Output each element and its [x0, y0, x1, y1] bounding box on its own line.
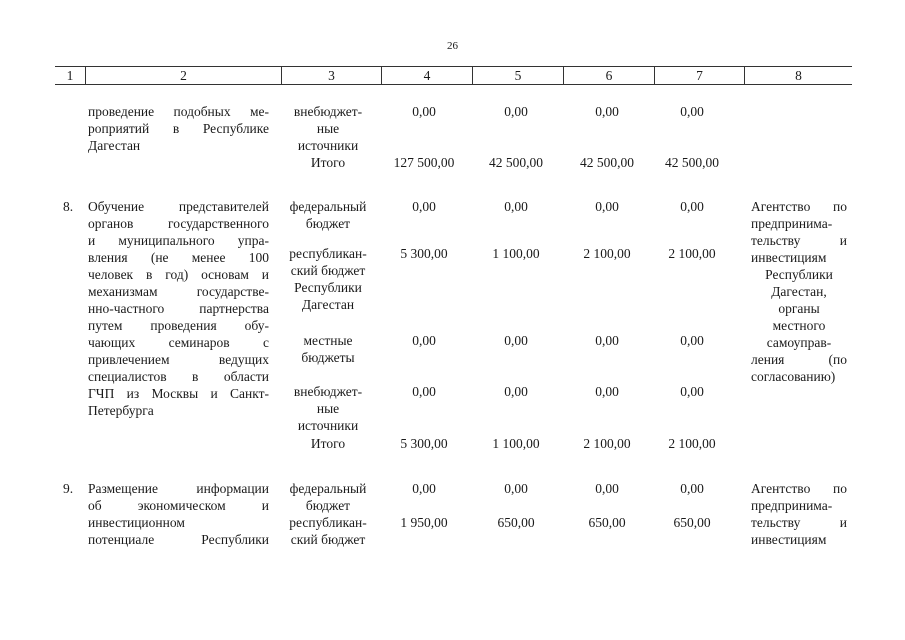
row-8-executor: Агентство по предпринима- тельству и инвестициям Республики Дагестан, органы местного самоуправ- ления (по согласованию) [751, 199, 847, 384]
funding-source-federal: федеральный бюджет [289, 199, 367, 231]
total-label: Итого [310, 436, 346, 451]
value-cell: 0,00 [412, 199, 436, 214]
col-8-header: 8 [795, 68, 802, 83]
funding-source-republic: республикан- ский бюджет Республики Дагестан [289, 246, 367, 312]
value-cell: 0,00 [680, 199, 704, 214]
value-cell: 0,00 [412, 481, 436, 496]
value-cell: 0,00 [680, 104, 704, 119]
total-cell: 2 100,00 [583, 436, 631, 451]
row-8-activity-name: Обучение представителей органов государственного и муниципального упра- вления (не менее 100 человек в год) основам и механизмам государстве- нно-частного партнерства путем проведения обу- чающих семинаров с привлечением ведущих специалистов в области ГЧП из Москвы и Санкт- Петербурга [88, 199, 269, 418]
col-5-header: 5 [514, 68, 522, 83]
total-cell: 42 500,00 [665, 155, 719, 170]
col-7-header: 7 [696, 68, 703, 83]
total-cell: 2 100,00 [668, 436, 716, 451]
row-9-activity-name: Размещение информации об экономическом и инвестиционном потенциале Республики [88, 481, 269, 547]
value-cell: 1 950,00 [400, 515, 448, 530]
total-cell: 42 500,00 [580, 155, 634, 170]
value-cell: 2 100,00 [668, 246, 716, 261]
value-cell: 0,00 [680, 333, 704, 348]
value-cell: 0,00 [680, 384, 704, 399]
col-1-header: 1 [66, 68, 74, 83]
col-2-header: 2 [180, 68, 187, 83]
value-cell: 0,00 [595, 333, 619, 348]
continued-activity-name: проведение подобных ме- роприятий в Республике Дагестан [88, 104, 269, 153]
funding-source-federal: федеральный бюджет [289, 481, 367, 513]
value-cell: 0,00 [504, 384, 528, 399]
row-9-number: 9. [63, 481, 74, 496]
value-cell: 0,00 [504, 481, 528, 496]
value-cell: 650,00 [497, 515, 535, 530]
total-cell: 42 500,00 [489, 155, 543, 170]
value-cell: 0,00 [595, 104, 619, 119]
value-cell: 650,00 [673, 515, 711, 530]
value-cell: 0,00 [595, 199, 619, 214]
funding-source-local: местные бюджеты [301, 333, 355, 365]
value-cell: 0,00 [412, 333, 436, 348]
value-cell: 5 300,00 [400, 246, 448, 261]
value-cell: 0,00 [595, 481, 619, 496]
value-cell: 0,00 [680, 481, 704, 496]
value-cell: 2 100,00 [583, 246, 631, 261]
funding-source-extrabudgetary: внебюджет- ные источники [293, 384, 363, 433]
value-cell: 0,00 [504, 104, 528, 119]
value-cell: 650,00 [588, 515, 626, 530]
value-cell: 0,00 [412, 104, 436, 119]
continued-funding-source: внебюджет- ные источники [293, 104, 363, 153]
total-cell: 5 300,00 [400, 436, 448, 451]
value-cell: 0,00 [504, 199, 528, 214]
funding-source-republic: республикан- ский бюджет [289, 515, 367, 547]
page-number: 26 [447, 40, 458, 52]
total-cell: 127 500,00 [393, 155, 455, 170]
value-cell: 1 100,00 [492, 246, 540, 261]
col-4-header: 4 [423, 68, 431, 83]
value-cell: 0,00 [595, 384, 619, 399]
total-label: Итого [310, 155, 346, 170]
total-cell: 1 100,00 [492, 436, 540, 451]
row-9-executor: Агентство по предпринима- тельству и инвестициям [751, 481, 847, 547]
table-header [55, 66, 852, 85]
col-6-header: 6 [605, 68, 613, 83]
row-8-number: 8. [63, 199, 74, 214]
col-3-header: 3 [328, 68, 335, 83]
value-cell: 0,00 [504, 333, 528, 348]
value-cell: 0,00 [412, 384, 436, 399]
